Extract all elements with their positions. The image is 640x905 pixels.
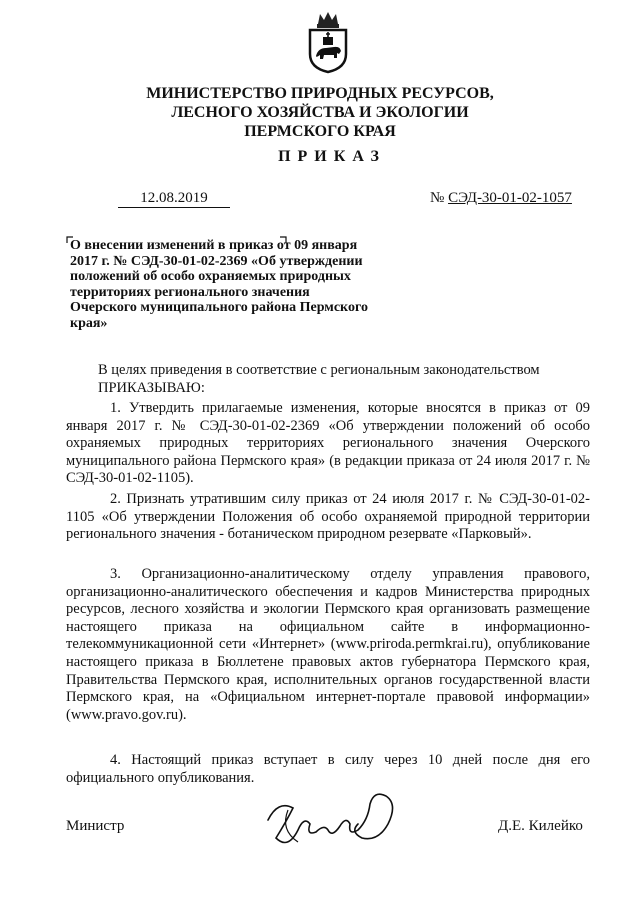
preamble-text: В целях приведения в соответствие с региональным законодательством: [98, 362, 540, 378]
order-number: [430, 190, 572, 207]
perm-krai-coat-of-arms-icon: [304, 10, 352, 74]
order-date: 12.08.2019: [118, 190, 230, 208]
clause-3: [66, 566, 590, 724]
number-sign: №: [430, 190, 445, 206]
clause-2-text: 2. Признать утратившим силу приказ от 24 июля 2017 г. № СЭД-30-01-02-1105 «Об утверждении Положения об особо охраняемой природной территории регионального значения - ботаническом природном резервате «Парковый».: [66, 491, 590, 543]
signatory-name: Д.Е. Килейко: [498, 818, 583, 834]
clause-1-text: 1. Утвердить прилагаемые изменения, которые вносятся в приказ от 09 января 2017 г. № СЭД-30-01-02-2369 «Об утверждении положений об особо охраняемых природных территориях регионального значения Очерского муниципального района Пермского края» (в редакции приказа от 24 июля 2017 г. № СЭД-30-01-02-1105).: [66, 400, 590, 487]
document-type: ПРИКАЗ: [278, 148, 386, 165]
ministry-name: [0, 84, 640, 141]
signatory-position: Министр: [66, 818, 125, 834]
clause-1: [66, 400, 590, 488]
number-value: СЭД-30-01-02-1057: [448, 190, 572, 206]
clause-4-text: 4. Настоящий приказ вступает в силу через 10 дней после дня его официального опубликования.: [66, 752, 590, 786]
handwritten-signature: [258, 780, 408, 860]
ministry-line-3: ПЕРМСКОГО КРАЯ: [244, 123, 396, 140]
order-command: ПРИКАЗЫВАЮ:: [98, 379, 205, 396]
clause-2: [66, 491, 590, 544]
order-subject: О внесении изменений в приказ от 09 января 2017 г. № СЭД-30-01-02-2369 «Об утверждении положений об особо охраняемых природных территориях регионального значения Очерского муниципального района Пермского края»: [70, 238, 368, 331]
ministry-line-1: МИНИСТЕРСТВО ПРИРОДНЫХ РЕСУРСОВ,: [146, 85, 494, 102]
ministry-line-2: ЛЕСНОГО ХОЗЯЙСТВА И ЭКОЛОГИИ: [171, 104, 469, 121]
preamble: [66, 362, 590, 397]
clause-3-text: 3. Организационно-аналитическому отделу управления правового, организационно-аналитического обеспечения и кадров Министерства природных ресурсов, лесного хозяйства и экологии Пермского края организовать размещение настоящего приказа на официальном сайте в информационно-телекоммуникационной сети «Интернет» (www.priroda.permkrai.ru), опубликование настоящего приказа в Бюллетене правовых актов губернатора Пермского края, Правительства Пермского края, исполнительных органов государственной власти Пермского края, на «Официальном интернет-портале правовой информации» (www.pravo.gov.ru).: [66, 566, 590, 723]
